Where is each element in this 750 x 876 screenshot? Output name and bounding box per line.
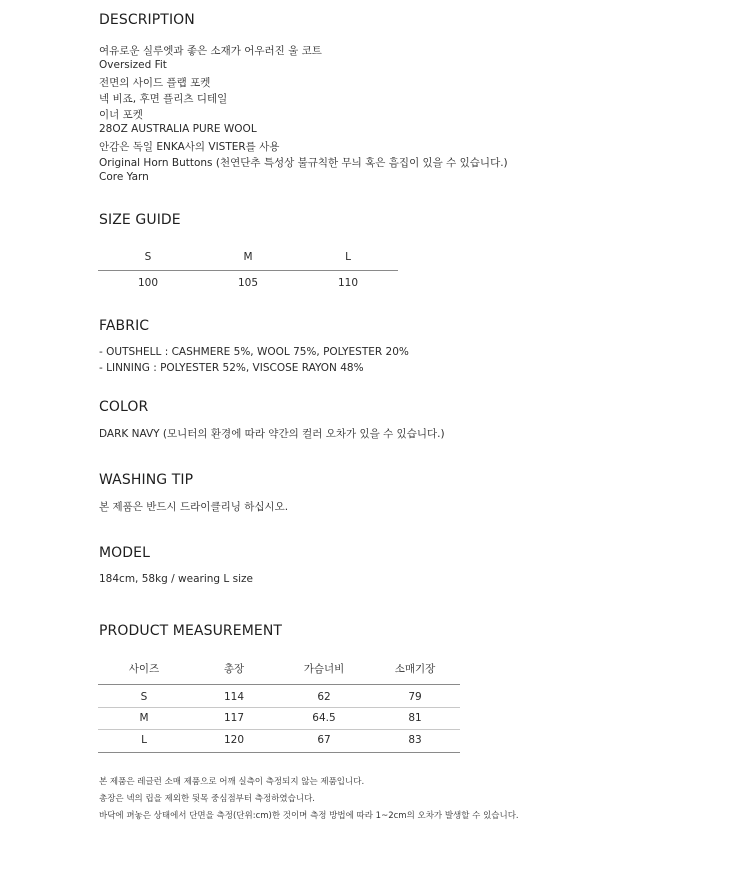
size-guide-header: L: [345, 251, 351, 263]
measurement-cell: M: [139, 712, 149, 724]
description-heading: DESCRIPTION: [99, 12, 195, 28]
measurement-cell: 79: [408, 691, 422, 703]
fabric-line: - OUTSHELL : CASHMERE 5%, WOOL 75%, POLYESTER 20%: [99, 346, 409, 358]
measurement-header: 총장: [223, 663, 245, 675]
measurement-cell: 120: [223, 734, 245, 746]
measurement-cell: 64.5: [312, 712, 336, 724]
color-value: DARK NAVY (모니터의 환경에 따라 약간의 컬러 오차가 있을 수 있습니다.): [99, 428, 445, 440]
color-heading: COLOR: [99, 399, 149, 415]
description-line: Core Yarn: [99, 171, 149, 183]
size-guide-header: M: [243, 251, 253, 263]
measurement-cell: L: [141, 734, 147, 746]
size-guide-value: 100: [137, 277, 159, 289]
measurement-cell: 81: [408, 712, 422, 724]
measurement-cell: 62: [317, 691, 331, 703]
size-guide-divider: [98, 270, 398, 271]
measurement-header: 가슴너비: [303, 663, 345, 675]
description-line: 안감은 독일 ENKA사의 VISTER를 사용: [99, 141, 280, 153]
washing-tip-heading: WASHING TIP: [99, 472, 194, 488]
measurement-cell: 114: [223, 691, 245, 703]
description-line: Original Horn Buttons (천연단추 특성상 불규칙한 무늬 혹은 흠집이 있을 수 있습니다.): [99, 157, 508, 169]
measurement-cell: 117: [223, 712, 245, 724]
measurement-header-divider: [98, 684, 460, 685]
measurement-bottom-divider: [98, 752, 460, 753]
description-line: 28OZ AUSTRALIA PURE WOOL: [99, 123, 257, 135]
size-guide-value: 110: [337, 277, 359, 289]
measurement-header: 소매기장: [394, 663, 436, 675]
description-line: 전면의 사이드 플랩 포켓: [99, 77, 211, 89]
measurement-header: 사이즈: [128, 663, 160, 675]
measurement-row-divider: [98, 707, 460, 708]
description-line: 이너 포켓: [99, 109, 143, 121]
description-line: 여유로운 실루엣과 좋은 소재가 어우러진 울 코트: [99, 45, 322, 57]
size-guide-header: S: [144, 251, 152, 263]
measurement-note: 본 제품은 레글런 소매 제품으로 어깨 실측이 측정되지 않는 제품입니다.: [99, 777, 365, 787]
fabric-line: - LINNING : POLYESTER 52%, VISCOSE RAYON 48%: [99, 362, 364, 374]
description-line: Oversized Fit: [99, 59, 167, 71]
product-measurement-heading: PRODUCT MEASUREMENT: [99, 623, 283, 639]
model-heading: MODEL: [99, 545, 151, 561]
description-line: 넥 비죠, 후면 플리츠 디테일: [99, 93, 228, 105]
measurement-cell: 83: [408, 734, 422, 746]
washing-tip-text: 본 제품은 반드시 드라이클리닝 하십시오.: [99, 501, 289, 513]
measurement-note: 바닥에 펴놓은 상태에서 단면을 측정(단위:cm)한 것이며 측정 방법에 따라 1~2cm의 오차가 발생할 수 있습니다.: [99, 811, 519, 821]
measurement-cell: S: [140, 691, 148, 703]
measurement-cell: 67: [317, 734, 331, 746]
model-info: 184cm, 58kg / wearing L size: [99, 573, 253, 585]
measurement-note: 총장은 넥의 립을 제외한 뒷목 중심점부터 측정하였습니다.: [99, 794, 315, 804]
fabric-heading: FABRIC: [99, 318, 150, 334]
measurement-row-divider: [98, 729, 460, 730]
size-guide-value: 105: [237, 277, 259, 289]
size-guide-heading: SIZE GUIDE: [99, 212, 181, 228]
